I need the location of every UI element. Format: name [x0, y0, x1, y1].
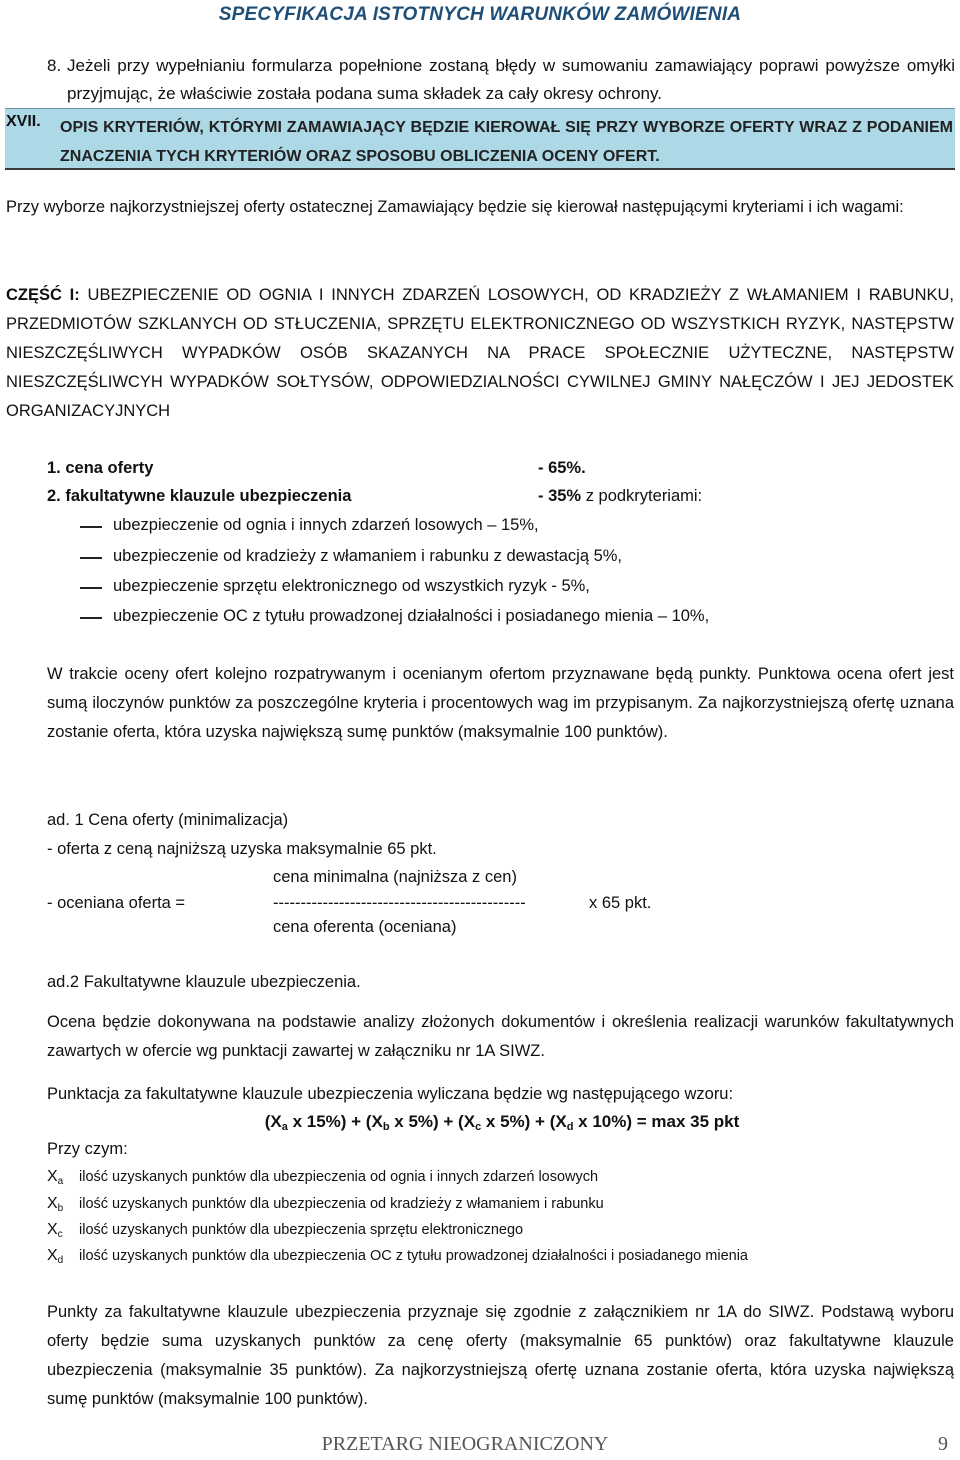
definition-row — [47, 1167, 598, 1192]
price-formula-multiplier: x 65 pkt. — [589, 894, 652, 912]
part-text: UBEZPIECZENIE OD OGNIA I INNYCH ZDARZEŃ LOSOWYCH, OD KRADZIEŻY Z WŁAMANIEM I RABUNKU, PRZEDMIOTÓW SZKLANYCH OD STŁUCZENIA, SPRZĘTU ELEKTRONICZNEGO OD WSZYSTKICH RYZYK, NASTĘPSTW NIESZCZĘŚLIWYCH WYPADKÓW OSÓB SKAZANYCH NA PRACE SPOŁECZNIE UŻYTECZNE, NASTĘPSTW NIESZCZĘŚLIWCYH WYPADKÓW SOŁTYSÓW, ODPOWIEDZIALNOŚCI CYWILNEJ GMINY NAŁĘCZÓW I JEJ JEDOSTEK ORGANIZACYJNYCH — [6, 286, 954, 420]
criterion-2-suffix: z podkryteriami: — [581, 487, 703, 505]
definition-symbol: $X_d$ — [47, 1247, 64, 1266]
price-formula-denominator: cena oferenta (oceniana) — [273, 918, 457, 936]
section-title: OPIS KRYTERIÓW, KTÓRYMI ZAMAWIAJĄCY BĘDZIE KIEROWAŁ SIĘ PRZY WYBORZE OFERTY WRAZ Z PODANIEM ZNACZENIA TYCH KRYTERIÓW ORAZ SPOSOBU OBLICZENIA OCENY OFERT. — [60, 119, 953, 165]
bullet-dash — [80, 617, 102, 619]
ad1-line: - oferta z ceną najniższą uzyska maksymalnie 65 pkt. — [47, 840, 437, 858]
evaluation-paragraph: W trakcie oceny ofert kolejno rozpatrywanym i ocenianym ofertom przyznawane będą punkty. Punktowa ocena ofert jest sumą iloczynów punktów za poszczególne kryteria i procentowych wag im przypisanym. Za najkorzystniejszą ofertę uznana zostanie oferta, która uzyska największą sumę punktów (maksymalnie 100 punktów). — [47, 665, 954, 741]
part-label: CZĘŚĆ I: — [6, 286, 80, 304]
subcriterion-item: ubezpieczenie od kradzieży z włamaniem i rabunku z dewastacją 5%, — [113, 547, 623, 565]
scoring-formula: ($X_a$ x $15\%) + (X_b$ x $5\%) + (X_c$ x $5\%) + (X_d$ x 10%) = max 35 pkt — [264, 1112, 740, 1133]
subcriterion-item: ubezpieczenie od ognia i innych zdarzeń losowych – 15%, — [113, 516, 539, 534]
subcriterion-item: ubezpieczenie OC z tytułu prowadzonej działalności i posiadanego mienia – 10%, — [113, 607, 710, 625]
subcriterion-item: ubezpieczenie sprzętu elektronicznego od wszystkich ryzyk - 5%, — [113, 577, 590, 595]
definition-row — [47, 1246, 748, 1271]
criterion-2-label: 2. fakultatywne klauzule ubezpieczenia — [47, 487, 352, 505]
item-8-number: 8. — [47, 56, 62, 75]
definition-text: ilość uzyskanych punktów dla ubezpieczenia OC z tytułu prowadzonej działalności i posiadanego mienia — [79, 1248, 748, 1264]
criterion-1-value: - 65%. — [538, 459, 586, 477]
price-formula-numerator: cena minimalna (najniższa z cen) — [273, 868, 517, 886]
item-8 — [47, 52, 955, 108]
part-one-paragraph — [6, 281, 954, 426]
definition-symbol: $X_b$ — [47, 1195, 64, 1214]
item-8-text: Jeżeli przy wypełnianiu formularza popełnione zostaną błędy w sumowaniu zamawiający poprawi powyższe omyłki przyjmując, że właściwie została podana suma składek za cały okresy ochrony. — [67, 56, 955, 103]
document-header-title: SPECYFIKACJA ISTOTNYCH WARUNKÓW ZAMÓWIENIA — [218, 4, 742, 25]
definition-row — [47, 1194, 604, 1219]
criterion-1-label: 1. cena oferty — [47, 459, 154, 477]
criterion-2-weight: - 35% — [538, 487, 582, 505]
formula-intro: Punktacja za fakultatywne klauzule ubezpieczenia wyliczana będzie wg następującego wzoru: — [47, 1085, 734, 1103]
definition-text: ilość uzyskanych punktów dla ubezpieczenia od kradzieży z włamaniem i rabunku — [79, 1196, 604, 1212]
where-label: Przy czym: — [47, 1140, 128, 1158]
ad2-heading: ad.2 Fakultatywne klauzule ubezpieczenia. — [47, 973, 361, 991]
footer-text: PRZETARG NIEOGRANICZONY — [321, 1433, 609, 1455]
bullet-dash — [80, 557, 102, 559]
definition-symbol: $X_c$ — [47, 1221, 63, 1240]
intro-paragraph: Przy wyborze najkorzystniejszej oferty ostatecznej Zamawiający będzie się kierował następującymi kryteriami i ich wagami: — [6, 198, 904, 216]
ad2-paragraph: Ocena będzie dokonywana na podstawie analizy złożonych dokumentów i określenia realizacji warunków fakultatywnych zawartych w ofercie wg punktacji zawartej w załączniku nr 1A SIWZ. — [47, 1013, 954, 1060]
definition-symbol: $X_a$ — [47, 1168, 64, 1187]
definition-text: ilość uzyskanych punktów dla ubezpieczenia od ognia i innych zdarzeń losowych — [79, 1169, 599, 1185]
final-paragraph: Punkty za fakultatywne klauzule ubezpieczenia przyznaje się zgodnie z załącznikiem nr 1A do SIWZ. Podstawą wyboru oferty będzie suma uzyskanych punktów za cenę oferty (maksymalnie 65 punktów) oraz fakultatywne klauzule ubezpieczenia (maksymalnie 35 punktów). Za najkorzystniejszą ofertę uznana zostanie oferta, która uzyska największą sumę punktów (maksymalnie 100 punktów). — [47, 1303, 954, 1408]
price-formula-label: - oceniana oferta = — [47, 894, 186, 912]
bullet-dash — [80, 526, 102, 528]
definition-row — [47, 1220, 523, 1245]
criterion-2-value — [538, 482, 702, 511]
price-formula-fraction-line: ---------------------------------------------- — [273, 894, 526, 912]
bullet-dash — [80, 587, 102, 589]
definition-text: ilość uzyskanych punktów dla ubezpieczenia sprzętu elektronicznego — [79, 1222, 524, 1238]
section-number: XVII. — [6, 113, 41, 130]
ad1-heading: ad. 1 Cena oferty (minimalizacja) — [47, 811, 289, 829]
page-number: 9 — [938, 1433, 948, 1455]
